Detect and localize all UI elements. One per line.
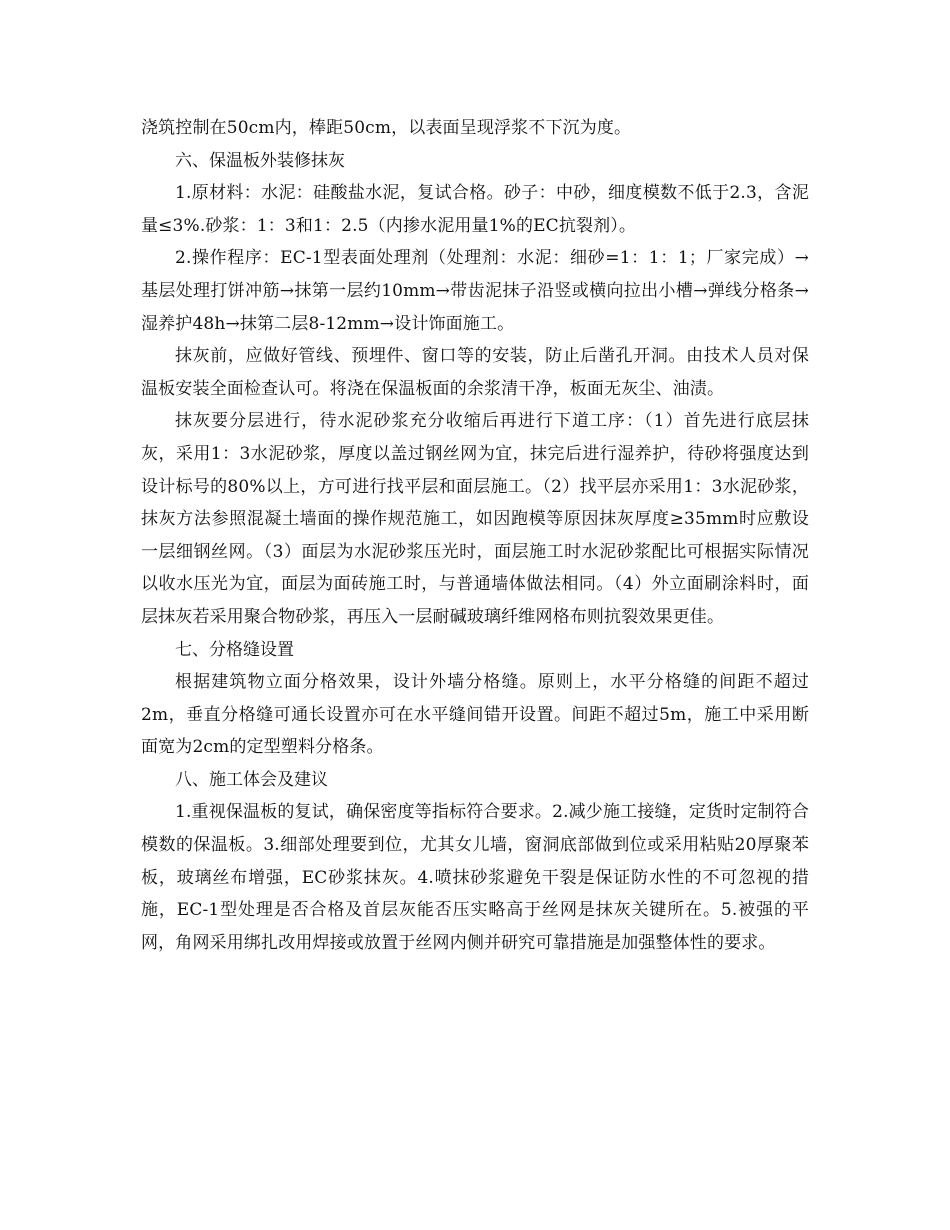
document-page [141, 112, 809, 959]
section-heading-6: 六、保温板外装修抹灰 [175, 150, 345, 171]
paragraph-raw-materials: 1.原材料：水泥：硅酸盐水泥，复试合格。砂子：中砂，细度模数不低于2.3，含泥量≤3%.砂浆：1：3和1：2.5（内掺水泥用量1%的EC抗裂剂）。 [141, 183, 809, 236]
paragraph-procedure: 2.操作程序：EC-1型表面处理剂（处理剂：水泥：细砂=1：1：1；厂家完成）→基层处理打饼冲筋→抹第一层约10mm→带齿泥抹子沿竖或横向拉出小槽→弹线分格条→湿养护48h→抹第二层8-12mm→设计饰面施工。 [141, 248, 809, 334]
paragraph-continuation: 浇筑控制在50cm内，棒距50cm，以表面呈现浮浆不下沉为度。 [141, 118, 632, 138]
paragraph-suggestions: 1.重视保温板的复试，确保密度等指标符合要求。2.减少施工接缝，定货时定制符合模数的保温板。3.细部处理要到位，尤其女儿墙，窗洞底部做到位或采用粘贴20厚聚苯板，玻璃丝布增强，EC砂浆抹灰。4.喷抹砂浆避免干裂是保证防水性的不可忽视的措施，EC-1型处理是否合格及首层灰能否压实略高于丝网是抹灰关键所在。5.被强的平网，角网采用绑扎改用焊接或放置于丝网内侧并研究可靠措施是加强整体性的要求。 [141, 802, 809, 953]
section-heading-7: 七、分格缝设置 [175, 639, 294, 660]
paragraph-layering: 抹灰要分层进行，待水泥砂浆充分收缩后再进行下道工序：（1）首先进行底层抹灰，采用1：3水泥砂浆，厚度以盖过钢丝网为宜，抹完后进行湿养护，待砂将强度达到设计标号的80%以上，方可进行找平层和面层施工。（2）找平层亦采用1：3水泥砂浆，抹灰方法参照混凝土墙面的操作规范施工，如因跑模等原因抹灰厚度≥35mm时应敷设一层细钢丝网。（3）面层为水泥砂浆压光时，面层施工时水泥砂浆配比可根据实际情况以收水压光为宜，面层为面砖施工时，与普通墙体做法相同。（4）外立面刷涂料时，面层抹灰若采用聚合物砂浆，再压入一层耐碱玻璃纤维网格布则抗裂效果更佳。 [141, 411, 809, 627]
paragraph-preparation: 抹灰前，应做好管线、预埋件、窗口等的安装，防止后凿孔开洞。由技术人员对保温板安装全面检查认可。将浇在保温板面的余浆清干净，板面无灰尘、油渍。 [141, 346, 809, 399]
section-heading-8: 八、施工体会及建议 [175, 769, 328, 790]
paragraph-joints: 根据建筑物立面分格效果，设计外墙分格缝。原则上，水平分格缝的间距不超过2m，垂直分格缝可通长设置亦可在水平缝间错开设置。间距不超过5m，施工中采用断面宽为2cm的定型塑料分格条。 [141, 672, 809, 758]
